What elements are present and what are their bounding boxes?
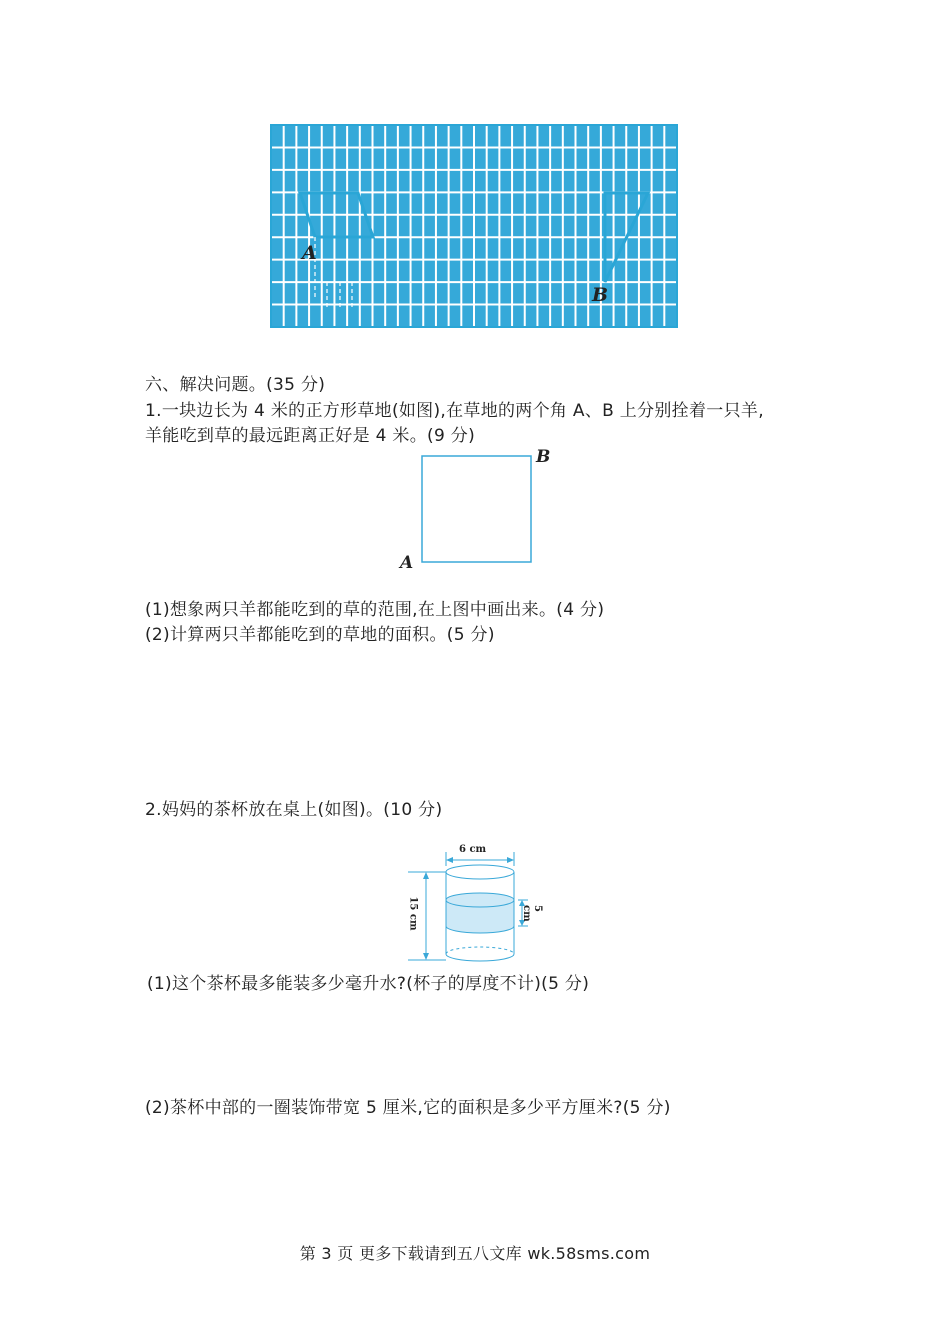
cup-width-label: 6 cm xyxy=(459,844,487,855)
cup-band-label: 5 cm xyxy=(521,905,543,922)
square-lawn xyxy=(422,456,531,562)
height-arrow-bottom xyxy=(423,953,429,960)
cup-height-label: 15 cm xyxy=(407,896,419,931)
q1-line-1: 1.一块边长为 4 米的正方形草地(如图),在草地的两个角 A、B 上分别拴着一只羊, xyxy=(145,401,764,421)
cup-top-ellipse xyxy=(446,865,514,879)
height-arrow-top xyxy=(423,872,429,879)
q1-sub-1: (1)想象两只羊都能吃到的草的范围,在上图中画出来。(4 分) xyxy=(145,600,605,620)
square-label-b: B xyxy=(536,447,551,467)
q2-title: 2.妈妈的茶杯放在桌上(如图)。(10 分) xyxy=(145,800,443,820)
grid-figure-svg xyxy=(268,122,680,330)
q2-sub-1: (1)这个茶杯最多能装多少毫升水?(杯子的厚度不计)(5 分) xyxy=(147,974,590,994)
width-arrow-right xyxy=(507,857,514,863)
cup-figure xyxy=(404,842,544,968)
page-footer: 第 3 页 更多下载请到五八文库 wk.58sms.com xyxy=(299,1244,651,1263)
grid-figure xyxy=(268,122,680,330)
square-figure xyxy=(398,446,558,576)
cup-bottom-hidden-arc xyxy=(446,947,514,954)
cup-bottom-arc xyxy=(446,954,514,961)
section-heading: 六、解决问题。(35 分) xyxy=(145,375,326,395)
band-top-ellipse xyxy=(446,893,514,907)
width-arrow-left xyxy=(446,857,453,863)
q1-sub-2: (2)计算两只羊都能吃到的草地的面积。(5 分) xyxy=(145,625,495,645)
grid-lines xyxy=(271,125,677,327)
square-figure-svg xyxy=(398,446,558,576)
grid-label-b: B xyxy=(592,284,609,306)
q2-sub-2: (2)茶杯中部的一圈装饰带宽 5 厘米,它的面积是多少平方厘米?(5 分) xyxy=(145,1098,671,1118)
q1-line-2: 羊能吃到草的最远距离正好是 4 米。(9 分) xyxy=(145,426,476,446)
grid-label-a: A xyxy=(302,242,317,264)
square-label-a: A xyxy=(400,553,414,573)
